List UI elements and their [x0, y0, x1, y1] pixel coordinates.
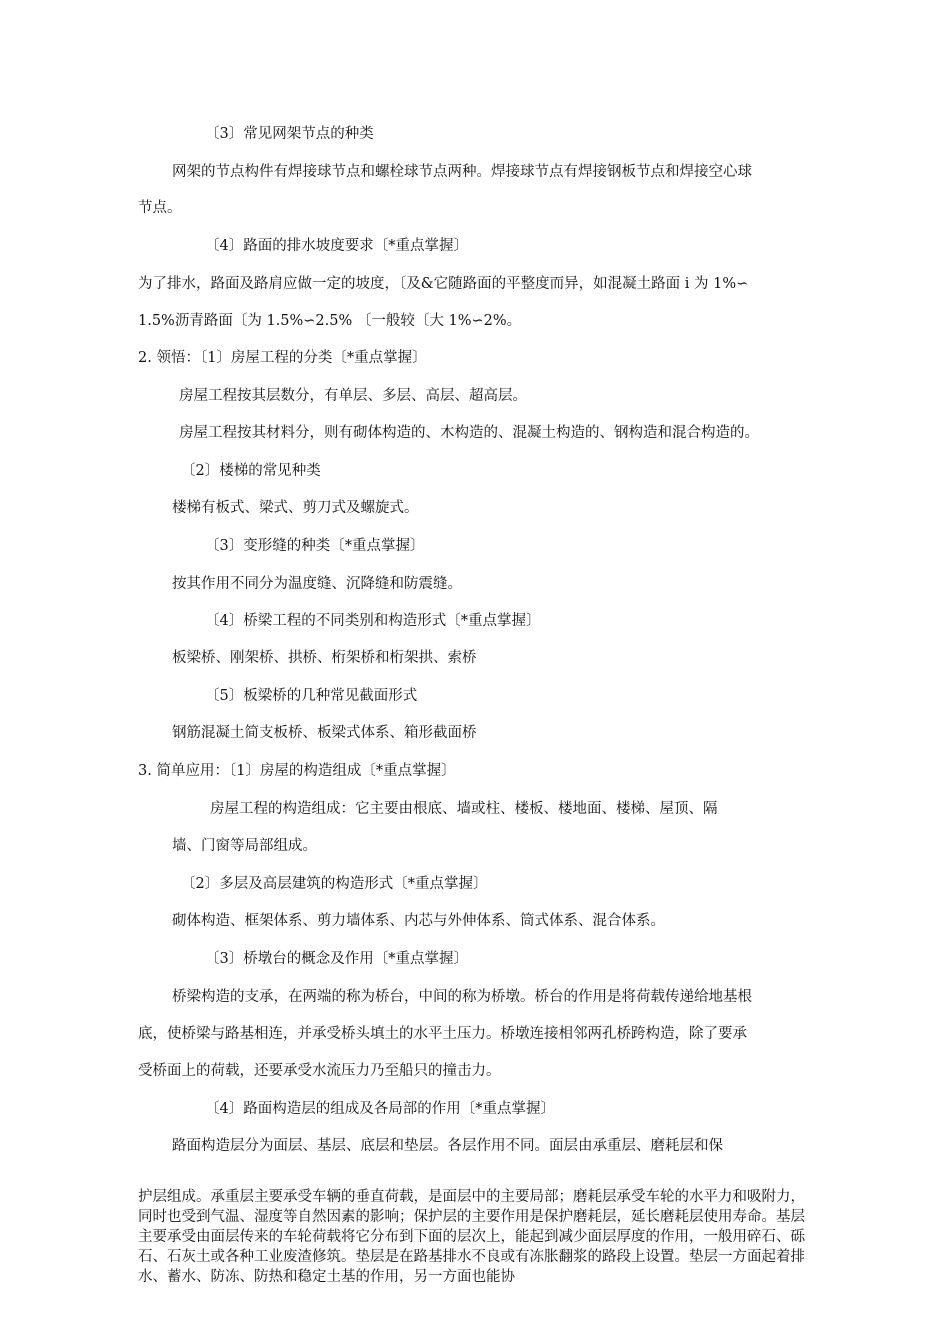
- section-heading: 〔3〕桥墩台的概念及作用〔*重点掌握〕: [205, 951, 468, 967]
- body-line: 砌体构造、框架体系、剪力墙体系、内芯与外伸体系、筒式体系、混合体系。: [172, 913, 665, 929]
- body-line: 楼梯有板式、梁式、剪刀式及螺旋式。: [172, 500, 419, 516]
- body-line: 按其作用不同分为温度缝、沉降缝和防震缝。: [172, 576, 462, 592]
- body-line: 节点。: [138, 200, 182, 216]
- section-heading: 〔4〕桥梁工程的不同类别和构造形式〔*重点掌握〕: [205, 613, 541, 629]
- body-line: 1.5%沥青路面〔为 1.5%∽2.5% 〔一般较〔大 1%∽2%。: [138, 313, 522, 329]
- final-paragraph: 护层组成。承重层主要承受车辆的垂直荷载，是面层中的主要局部；磨耗层承受车轮的水平力和吸附力，同时也受到气温、湿度等自然因素的影响；保护层的主要作用是保护磨耗层，延长磨耗层使用寿命。基层主要承受由面层传来的车轮荷载将它分布到下面的层次上，能起到减少面层厚度的作用，一般用碎石、砾石、石灰土或各种工业废渣修筑。垫层是在路基排水不良或有冻胀翻浆的路段上设置。垫层一方面起着排水、蓄水、防冻、防热和稳定土基的作用，另一方面也能协: [138, 1189, 805, 1285]
- section-heading: 〔3〕常见网架节点的种类: [205, 126, 374, 142]
- body-line: 板梁桥、刚架桥、拱桥、桁架桥和桁架拱、索桥: [172, 650, 477, 666]
- section-heading: 〔3〕变形缝的种类〔*重点掌握〕: [205, 538, 425, 554]
- body-line: 桥梁构造的支承，在两端的称为桥台，中间的称为桥墩。桥台的作用是将荷载传递给地基根: [172, 989, 752, 1005]
- body-line: 房屋工程按其材料分，则有砌体构造的、木构造的、混凝土构造的、钢构造和混合构造的。: [179, 425, 759, 441]
- section-heading: 〔2〕多层及高层建筑的构造形式〔*重点掌握〕: [181, 876, 488, 892]
- body-line: 路面构造层分为面层、基层、底层和垫层。各层作用不同。面层由承重层、磨耗层和保: [172, 1138, 723, 1154]
- numbered-heading: 2. 领悟：〔1〕房屋工程的分类〔*重点掌握〕: [138, 350, 427, 366]
- section-heading: 〔5〕板梁桥的几种常见截面形式: [205, 688, 418, 704]
- body-line: 底，使桥梁与路基相连，并承受桥头填土的水平土压力。桥墩连接相邻两孔桥跨构造，除了要承: [138, 1026, 747, 1042]
- body-line: 受桥面上的荷载，还要承受水流压力乃至船只的撞击力。: [138, 1063, 501, 1079]
- body-line: 房屋工程的构造组成：它主要由根底、墙或柱、楼板、楼地面、楼梯、屋顶、隔: [210, 801, 718, 817]
- body-line: 钢筋混凝土简支板桥、板梁式体系、箱形截面桥: [172, 725, 477, 741]
- body-line: 房屋工程按其层数分，有单层、多层、高层、超高层。: [179, 388, 527, 404]
- section-heading: 〔4〕路面构造层的组成及各局部的作用〔*重点掌握〕: [205, 1101, 555, 1117]
- section-heading: 〔4〕路面的排水坡度要求〔*重点掌握〕: [205, 238, 468, 254]
- section-heading: 〔2〕楼梯的常见种类: [181, 463, 321, 479]
- numbered-heading: 3. 简单应用：〔1〕房屋的构造组成〔*重点掌握〕: [138, 763, 456, 779]
- body-line: 墙、门窗等局部组成。: [172, 838, 317, 854]
- body-line: 网架的节点构件有焊接球节点和螺栓球节点两种。焊接球节点有焊接钢板节点和焊接空心球: [172, 164, 752, 180]
- body-line: 为了排水，路面及路肩应做一定的坡度，〔及&它随路面的平整度而异，如混凝土路面 i 为 1%∽: [138, 276, 749, 292]
